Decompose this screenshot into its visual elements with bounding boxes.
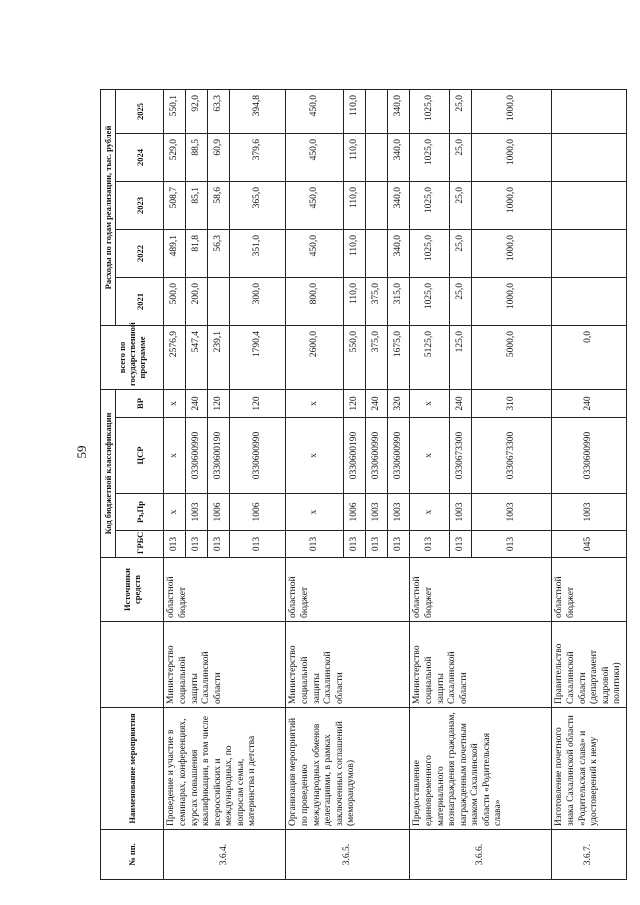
cell-2021: 1000,0 [472,278,552,326]
cell-total: 5125,0 [410,326,450,390]
cell-2025: 1000,0 [472,89,552,133]
cell-2024: 379,6 [230,134,286,182]
cell-2025: 394,8 [230,89,286,133]
cell-2021: 200,0 [186,278,208,326]
cell-vr: 240 [450,390,472,418]
cell-total: 239,1 [208,326,230,390]
row-executor: Министерство социальной защиты Сахалинской области [286,622,410,708]
cell-2022: 450,0 [286,230,344,278]
cell-2023: 450,0 [286,182,344,230]
cell-2023: 25,0 [450,182,472,230]
cell-2022: 25,0 [450,230,472,278]
cell-csr: 0330600990 [366,418,388,494]
cell-rzpr: 1003 [388,494,410,531]
cell-csr: 0330600990 [186,418,208,494]
cell-rzpr: 1003 [450,494,472,531]
row-executor: Министерство социальной защиты Сахалинской области [164,622,286,708]
cell-grbs: 013 [450,531,472,558]
table-row [286,89,344,879]
cell-2025: 63,3 [208,89,230,133]
cell-csr: 0330600190 [344,418,366,494]
cell-grbs: 013 [186,531,208,558]
cell-2023 [366,182,388,230]
header-csr: ЦСР [116,418,164,494]
cell-total: 2576,9 [164,326,186,390]
cell-grbs: 013 [472,531,552,558]
cell-2022: 81,8 [186,230,208,278]
cell-2022 [552,230,626,278]
header-expenses: Расходы по годам реализации, тыс. рублей [101,89,116,325]
cell-2022 [366,230,388,278]
row-name: Изготовление почетного знака Сахалинской области «Родительская слава» и удостоверений к нему [552,708,626,830]
row-name: Предоставление единовременного материального вознаграждения гражданам, награжденным почетным знаком Сахалинской области «Родительская слава» [410,708,552,830]
cell-2022: 1000,0 [472,230,552,278]
cell-total: 0,0 [552,326,626,390]
cell-csr: 0330600190 [208,418,230,494]
cell-2024: 450,0 [286,134,344,182]
cell-2021: 110,0 [344,278,366,326]
header-total: всего по государственной программе [101,326,164,390]
header-2023: 2023 [116,182,164,230]
cell-2021: 375,0 [366,278,388,326]
cell-2021: 500,0 [164,278,186,326]
cell-rzpr: 1006 [344,494,366,531]
row-number: 3.6.4. [164,830,286,880]
cell-2025: 450,0 [286,89,344,133]
cell-grbs: 013 [230,531,286,558]
header-source: Источники средств [101,558,164,622]
table-row [410,89,450,879]
row-executor: Министерство социальной защиты Сахалинской области [410,622,552,708]
cell-2021 [552,278,626,326]
cell-vr: х [410,390,450,418]
cell-csr: 0330673300 [450,418,472,494]
cell-2024 [366,134,388,182]
cell-2025: 1025,0 [410,89,450,133]
cell-2022: 56,3 [208,230,230,278]
cell-2021: 25,0 [450,278,472,326]
cell-2021: 1025,0 [410,278,450,326]
cell-2025: 25,0 [450,89,472,133]
cell-csr: х [164,418,186,494]
cell-grbs: 013 [208,531,230,558]
cell-csr: 0330673300 [472,418,552,494]
row-number: 3.6.5. [286,830,410,880]
rotated-table-container [100,94,623,880]
cell-vr: 320 [388,390,410,418]
cell-2022: 110,0 [344,230,366,278]
cell-total: 1790,4 [230,326,286,390]
row-source: областной бюджет [286,558,410,622]
cell-csr: 0330600990 [552,418,626,494]
cell-2024: 60,9 [208,134,230,182]
row-number: 3.6.6. [410,830,552,880]
cell-2025: 340,0 [388,89,410,133]
cell-csr: х [286,418,344,494]
header-vr: ВР [116,390,164,418]
cell-2023: 340,0 [388,182,410,230]
cell-rzpr: х [286,494,344,531]
cell-2023: 508,7 [164,182,186,230]
header-name: Наименование мероприятия [101,708,164,830]
header-2025: 2025 [116,89,164,133]
cell-grbs: 013 [388,531,410,558]
row-executor: Правительство Сахалинской области (департамент кадровой политики) [552,622,626,708]
header-rzpr: Рз,Пр [116,494,164,531]
cell-total: 2600,0 [286,326,344,390]
cell-rzpr: 1003 [186,494,208,531]
cell-grbs: 013 [286,531,344,558]
cell-grbs: 013 [366,531,388,558]
cell-2025: 92,0 [186,89,208,133]
cell-2023 [552,182,626,230]
cell-2024: 529,0 [164,134,186,182]
cell-2024: 340,0 [388,134,410,182]
row-source: областной бюджет [552,558,626,622]
cell-rzpr: 1006 [208,494,230,531]
cell-total: 5000,0 [472,326,552,390]
cell-rzpr: х [410,494,450,531]
cell-total: 125,0 [450,326,472,390]
cell-total: 550,0 [344,326,366,390]
cell-2023: 1025,0 [410,182,450,230]
cell-vr: 120 [208,390,230,418]
row-source: областной бюджет [410,558,552,622]
cell-rzpr: 1003 [552,494,626,531]
cell-vr: 240 [366,390,388,418]
budget-table [100,89,627,880]
cell-2024: 110,0 [344,134,366,182]
header-budget-class: Код бюджетной классификации [101,390,116,558]
cell-vr: х [286,390,344,418]
header-2021: 2021 [116,278,164,326]
row-number: 3.6.7. [552,830,626,880]
cell-2023: 85,1 [186,182,208,230]
cell-grbs: 045 [552,531,626,558]
cell-2023: 110,0 [344,182,366,230]
cell-vr: 240 [186,390,208,418]
cell-csr: 0330600990 [230,418,286,494]
cell-2024: 88,5 [186,134,208,182]
header-executor [101,622,164,708]
cell-2022: 351,0 [230,230,286,278]
cell-grbs: 013 [410,531,450,558]
cell-total: 547,4 [186,326,208,390]
cell-2021: 315,0 [388,278,410,326]
cell-2023: 1000,0 [472,182,552,230]
header-grbs: ГРБС [116,531,164,558]
cell-2022: 489,1 [164,230,186,278]
cell-2021 [208,278,230,326]
table-row [164,89,186,879]
header-2024: 2024 [116,134,164,182]
cell-grbs: 013 [164,531,186,558]
cell-2025 [552,89,626,133]
row-name: Проведение и участие в семинарах, конференциях, курсах повышения квалификации, в том числе всероссийских и международных, по вопросам семьи, материнства и детства [164,708,286,830]
table-body [164,89,626,879]
cell-csr: х [410,418,450,494]
cell-csr: 0330600990 [388,418,410,494]
header-2022: 2022 [116,230,164,278]
cell-rzpr: 1003 [472,494,552,531]
cell-vr: 240 [552,390,626,418]
header-num: № пп. [101,830,164,880]
cell-2022: 340,0 [388,230,410,278]
cell-2024: 25,0 [450,134,472,182]
cell-total: 1675,0 [388,326,410,390]
cell-2025: 110,0 [344,89,366,133]
cell-vr: 120 [344,390,366,418]
cell-2021: 300,0 [230,278,286,326]
cell-grbs: 013 [344,531,366,558]
cell-2022: 1025,0 [410,230,450,278]
cell-vr: х [164,390,186,418]
cell-2025 [366,89,388,133]
cell-vr: 120 [230,390,286,418]
cell-2021: 800,0 [286,278,344,326]
row-name: Организация мероприятий по проведению международных обменов делегациями, в рамках заключенных соглашений (меморандумов) [286,708,410,830]
row-source: областной бюджет [164,558,286,622]
cell-2023: 58,6 [208,182,230,230]
cell-rzpr: х [164,494,186,531]
cell-rzpr: 1003 [366,494,388,531]
page-number: 59 [74,445,89,459]
cell-total: 375,0 [366,326,388,390]
cell-vr: 310 [472,390,552,418]
cell-2024: 1025,0 [410,134,450,182]
cell-2024 [552,134,626,182]
cell-2024: 1000,0 [472,134,552,182]
cell-2023: 365,0 [230,182,286,230]
cell-rzpr: 1006 [230,494,286,531]
table-row [552,89,626,879]
cell-2025: 550,1 [164,89,186,133]
